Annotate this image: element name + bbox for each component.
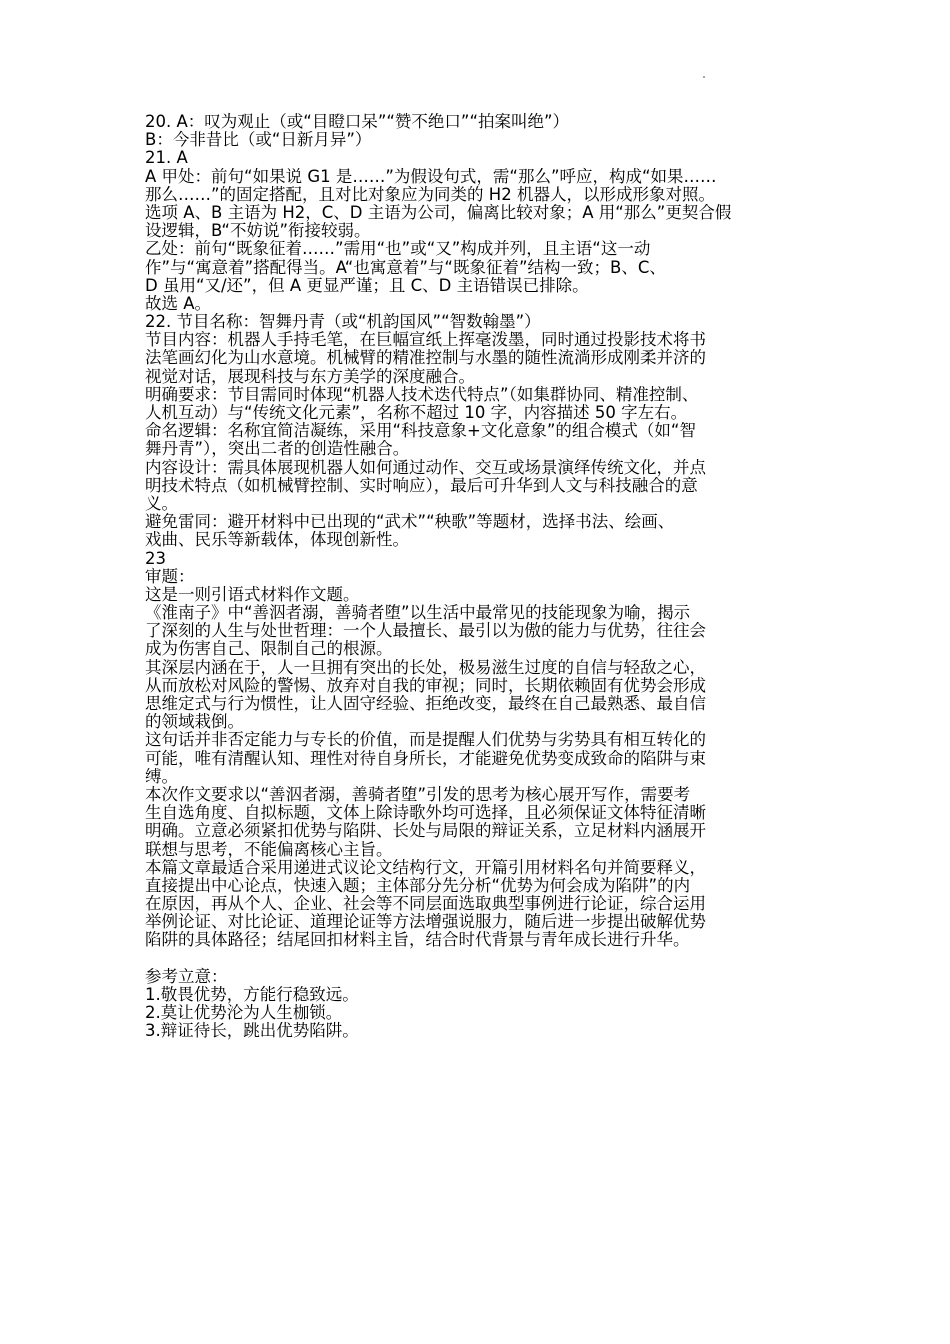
q22-design-line: 义。: [145, 493, 178, 513]
q21-analysis-line: 设逻辑，B“不妨说”衔接较弱。: [145, 221, 371, 241]
answer-document: [145, 113, 815, 1041]
q21-analysis-line: 选项 A、B 主语为 H2，C、D 主语为公司，偏离比较对象；A 用“那么”更契合假: [145, 202, 732, 222]
q22-requirement-line: 人机互动）与“传统文化元素”，名称不超过 10 字，内容描述 50 字左右。: [145, 403, 688, 422]
q22-content-line: 节目内容：机器人手持毛笔，在巨幅宣纸上挥毫泼墨，同时通过投影技术将书: [145, 330, 706, 350]
q20-answer-b: B：今非昔比（或“日新月异”）: [145, 130, 372, 150]
q23-paragraph-line: 陷阱的具体路径；结尾回扣材料主旨，结合时代背景与青年成长进行升华。: [145, 930, 690, 950]
q22-naming-line: 命名逻辑：名称宜简洁凝练，采用“科技意象+文化意象”的组合模式（如“智: [145, 421, 696, 441]
q23-paragraph-line: 举例论证、对比论证、道理论证等方法增强说服力，随后进一步提出破解优势: [145, 912, 706, 932]
q21-conclusion: 故选 A。: [145, 293, 212, 313]
q21-analysis-line: 作”与“寓意着”搭配得当。A“也寓意着”与“既象征着”结构一致；B、C、: [145, 257, 666, 277]
q22-program-name: 22. 节目名称：智舞丹青（或“机韵国风”“智数翰墨”）: [145, 312, 541, 332]
q23-paragraph-line: 联想与思考，不能偏离核心主旨。: [145, 839, 393, 859]
q23-paragraph-line: 可能，唯有清醒认知、理性对待自身所长，才能避免优势变成致命的陷阱与束: [145, 748, 706, 768]
q23-paragraph-line: 缚。: [145, 766, 178, 786]
q23-paragraph-line: 思维定式与行为惯性，让人固守经验、拒绝改变，最终在自己最熟悉、最自信: [145, 694, 706, 713]
q23-paragraph-line: 成为伤害自己、限制自己的根源。: [145, 639, 393, 659]
q23-paragraph-line: 本次作文要求以“善泅者溺，善骑者堕”引发的思考为核心展开写作，需要考: [145, 784, 691, 804]
q21-analysis-line: D 虽用“又/还”，但 A 更显严谨；且 C、D 主语错误已排除。: [145, 275, 589, 295]
reference-ideas-heading: 参考立意：: [145, 966, 228, 986]
q21-answer: 21. A: [145, 148, 188, 168]
q22-avoid-line: 避免雷同：避开材料中已出现的“武术”“秧歌”等题材，选择书法、绘画、: [145, 512, 675, 532]
q23-paragraph-line: 本篇文章最适合采用递进式议论文结构行文，开篇引用材料名句并简要释义，: [145, 857, 706, 877]
reference-idea-item: 1.敬畏优势，方能行稳致远。: [145, 985, 359, 1004]
q23-paragraph-line: 明确。立意必须紧扣优势与陷阱、长处与局限的辩证关系，立足材料内涵展开: [145, 821, 706, 841]
q20-answer-a: 20. A：叹为观止（或“目瞪口呆”“赞不绝口”“拍案叫绝”）: [145, 112, 570, 131]
q22-design-line: 内容设计：需具体展现机器人如何通过动作、交互或场景演绎传统文化，并点: [145, 457, 706, 477]
q23-paragraph-line: 的领域栽倒。: [145, 712, 244, 732]
q22-design-line: 明技术特点（如机械臂控制、实时响应），最后可升华到人文与科技融合的意: [145, 475, 698, 495]
page-mark-dot: [703, 76, 705, 78]
q23-number: 23: [145, 548, 166, 568]
q23-paragraph-line: 了深刻的人生与处世哲理：一个人最擅长、最引以为傲的能力与优势，往往会: [145, 621, 706, 641]
reference-idea-item: 2.莫让优势沦为人生枷锁。: [145, 1003, 343, 1023]
q22-content-line: 视觉对话，展现科技与东方美学的深度融合。: [145, 366, 475, 386]
q23-paragraph-line: 这是一则引语式材料作文题。: [145, 584, 360, 604]
q22-avoid-line: 戏曲、民乐等新载体，体现创新性。: [145, 530, 409, 550]
q23-section-heading: 审题：: [145, 566, 195, 586]
q23-paragraph-line: 其深层内涵在于，人一旦拥有突出的长处，极易滋生过度的自信与轻敌之心，: [145, 657, 706, 677]
q21-analysis-line: 那么……”的固定搭配，且对比对象应为同类的 H2 机器人，以形成形象对照。: [145, 184, 715, 204]
q21-analysis-line: A 甲处：前句“如果说 G1 是……”为假设句式，需“那么”呼应，构成“如果……: [145, 166, 717, 186]
q23-paragraph-line: 从而放松对风险的警惕、放弃对自我的审视；同时，长期依赖固有优势会形成: [145, 675, 706, 695]
q23-paragraph-line: 直接提出中心论点，快速入题；主体部分先分析“优势为何会成为陷阱”的内: [145, 875, 691, 895]
q22-content-line: 法笔画幻化为山水意境。机械臂的精准控制与水墨的随性流淌形成刚柔并济的: [145, 348, 706, 368]
q23-paragraph-line: 《淮南子》中“善泅者溺，善骑者堕”以生活中最常见的技能现象为喻，揭示: [145, 603, 691, 623]
blank-line: [145, 950, 815, 968]
q21-analysis-line: 乙处：前句“既象征着……”需用“也”或“又”构成并列，且主语“这一动: [145, 239, 651, 259]
q23-paragraph-line: 在原因，再从个人、企业、社会等不同层面选取典型事例进行论证，综合运用: [145, 894, 706, 914]
q23-paragraph-line: 生自选角度、自拟标题，文体上除诗歌外均可选择，且必须保证文体特征清晰: [145, 803, 706, 823]
q22-naming-line: 舞丹青”），突出二者的创造性融合。: [145, 439, 410, 459]
reference-idea-item: 3.辩证待长，跳出优势陷阱。: [145, 1021, 359, 1041]
q23-paragraph-line: 这句话并非否定能力与专长的价值，而是提醒人们优势与劣势具有相互转化的: [145, 730, 706, 750]
q22-requirement-line: 明确要求：节目需同时体现“机器人技术迭代特点”（如集群协同、精准控制、: [145, 384, 699, 404]
